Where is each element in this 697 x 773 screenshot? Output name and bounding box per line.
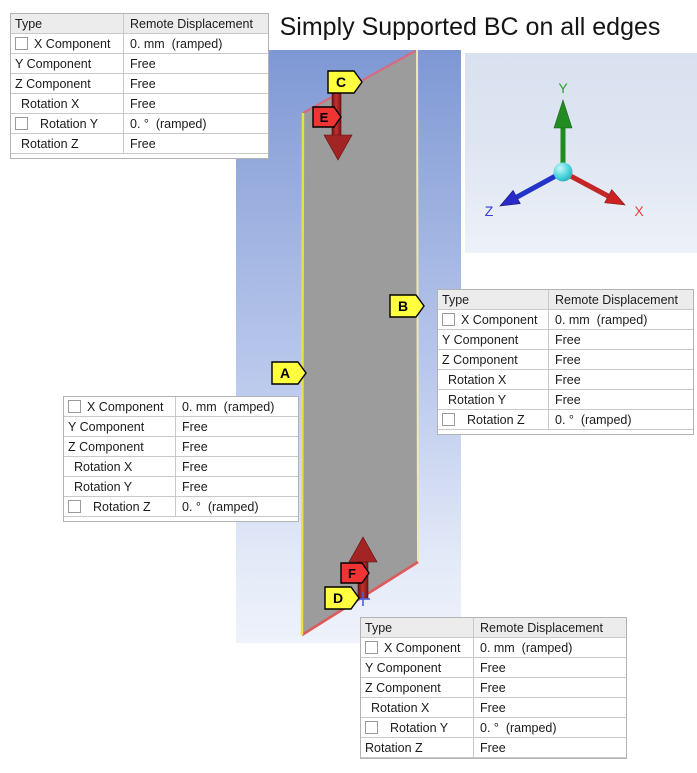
row-label: X Component bbox=[34, 36, 111, 51]
row-value: Remote Displacement bbox=[480, 620, 603, 635]
row-label: Type bbox=[365, 620, 393, 635]
row-label: Y Component bbox=[68, 419, 145, 434]
triad-x-label: X bbox=[634, 203, 644, 219]
table-row bbox=[64, 457, 298, 477]
row-label-cell bbox=[11, 114, 124, 133]
checkbox[interactable] bbox=[442, 413, 455, 426]
row-label: Type bbox=[15, 16, 43, 31]
edge-flag-d bbox=[325, 587, 359, 609]
checkbox[interactable] bbox=[365, 721, 378, 734]
row-label-cell bbox=[438, 350, 549, 369]
row-label-cell bbox=[438, 330, 549, 349]
row-label: Z Component bbox=[365, 680, 441, 695]
row-value: 0. ° (ramped) bbox=[480, 720, 557, 735]
row-label-cell bbox=[361, 638, 474, 657]
table-row bbox=[361, 658, 626, 678]
row-label: Rotation Z bbox=[365, 740, 423, 755]
table-row bbox=[11, 34, 268, 54]
row-label: Z Component bbox=[68, 439, 144, 454]
details-table-right bbox=[437, 289, 694, 435]
row-value: Free bbox=[555, 332, 581, 347]
row-value: Free bbox=[130, 96, 156, 111]
row-label: Z Component bbox=[15, 76, 91, 91]
checkbox[interactable] bbox=[15, 37, 28, 50]
row-value: Free bbox=[182, 479, 208, 494]
row-label-cell bbox=[11, 74, 124, 93]
table-row bbox=[438, 350, 693, 370]
table-row bbox=[64, 437, 298, 457]
row-value: Free bbox=[480, 700, 506, 715]
row-label-cell bbox=[11, 14, 124, 33]
checkbox[interactable] bbox=[365, 641, 378, 654]
table-row bbox=[361, 738, 626, 758]
row-label: Rotation Z bbox=[93, 499, 151, 514]
edge-flag-b bbox=[390, 295, 424, 317]
table-row bbox=[438, 390, 693, 410]
row-label-cell bbox=[361, 618, 474, 637]
row-value: 0. mm (ramped) bbox=[480, 640, 573, 655]
details-table-left bbox=[63, 396, 299, 522]
flag-e-letter: E bbox=[319, 110, 329, 125]
row-value: Free bbox=[480, 680, 506, 695]
row-value: Free bbox=[130, 56, 156, 71]
row-label: Rotation X bbox=[74, 459, 133, 474]
row-label-cell bbox=[361, 738, 474, 757]
row-label: X Component bbox=[461, 312, 538, 327]
flag-d-letter: D bbox=[332, 590, 344, 606]
table-row bbox=[438, 310, 693, 330]
row-value: Remote Displacement bbox=[130, 16, 253, 31]
table-row bbox=[438, 370, 693, 390]
row-value: Free bbox=[182, 459, 208, 474]
edge-flag-a bbox=[272, 362, 306, 384]
triad-x-axis[interactable] bbox=[565, 173, 625, 205]
table-row bbox=[438, 330, 693, 350]
page-title: Simply Supported BC on all edges bbox=[279, 13, 661, 41]
row-value: Free bbox=[130, 136, 156, 151]
row-label: Rotation Y bbox=[448, 392, 507, 407]
table-row bbox=[11, 114, 268, 134]
triad-z-axis[interactable] bbox=[500, 173, 561, 206]
row-label: Rotation X bbox=[371, 700, 430, 715]
table-row bbox=[64, 497, 298, 517]
row-value: 0. mm (ramped) bbox=[182, 399, 275, 414]
row-value: 0. ° (ramped) bbox=[130, 116, 207, 131]
row-label-cell bbox=[11, 34, 124, 53]
triad bbox=[465, 53, 697, 253]
edge-flag-e bbox=[313, 107, 341, 127]
checkbox[interactable] bbox=[68, 500, 81, 513]
row-label-cell bbox=[361, 698, 474, 717]
flag-b-letter: B bbox=[397, 298, 409, 314]
triad-y-label: Y bbox=[558, 80, 568, 96]
row-label: Y Component bbox=[442, 332, 519, 347]
table-row bbox=[64, 477, 298, 497]
row-label-cell bbox=[64, 457, 176, 476]
row-value: Free bbox=[182, 439, 208, 454]
row-label-cell bbox=[438, 390, 549, 409]
row-label: Rotation X bbox=[448, 372, 507, 387]
edge-flag-c bbox=[328, 71, 362, 93]
checkbox[interactable] bbox=[15, 117, 28, 130]
row-label-cell bbox=[361, 718, 474, 737]
row-label-cell bbox=[438, 310, 549, 329]
checkbox[interactable] bbox=[442, 313, 455, 326]
row-label-cell bbox=[438, 290, 549, 309]
table-row bbox=[361, 698, 626, 718]
row-label: Rotation X bbox=[21, 96, 80, 111]
row-value: 0. ° (ramped) bbox=[182, 499, 259, 514]
row-label: X Component bbox=[384, 640, 461, 655]
row-label: Y Component bbox=[15, 56, 92, 71]
row-label-cell bbox=[64, 477, 176, 496]
row-value: Free bbox=[182, 419, 208, 434]
table-row bbox=[11, 74, 268, 94]
row-value: Free bbox=[555, 372, 581, 387]
triad-y-axis[interactable] bbox=[554, 100, 572, 169]
row-label: Rotation Y bbox=[74, 479, 133, 494]
table-header-row bbox=[361, 618, 626, 638]
table-header-row bbox=[438, 290, 693, 310]
row-label-cell bbox=[64, 417, 176, 436]
row-label: X Component bbox=[87, 399, 164, 414]
table-row bbox=[11, 134, 268, 154]
flag-f-letter: F bbox=[348, 566, 356, 581]
table-row bbox=[361, 638, 626, 658]
table-row bbox=[64, 417, 298, 437]
row-value: Free bbox=[130, 76, 156, 91]
model-viewport[interactable] bbox=[236, 50, 461, 643]
row-value: Remote Displacement bbox=[555, 292, 678, 307]
row-label-cell bbox=[64, 397, 176, 416]
triad-z-label: Z bbox=[484, 203, 494, 219]
row-label: Y Component bbox=[365, 660, 442, 675]
row-label-cell bbox=[438, 410, 549, 429]
details-table-bottom bbox=[360, 617, 627, 759]
row-label-cell bbox=[64, 437, 176, 456]
row-value: 0. ° (ramped) bbox=[555, 412, 632, 427]
row-value: Free bbox=[555, 352, 581, 367]
row-label: Z Component bbox=[442, 352, 518, 367]
table-row bbox=[64, 397, 298, 417]
row-label: Type bbox=[442, 292, 470, 307]
checkbox[interactable] bbox=[68, 400, 81, 413]
row-label-cell bbox=[438, 370, 549, 389]
row-label: Rotation Z bbox=[21, 136, 79, 151]
table-row bbox=[11, 94, 268, 114]
flag-a-letter: A bbox=[279, 365, 291, 381]
row-label: Rotation Y bbox=[390, 720, 449, 735]
row-label-cell bbox=[11, 94, 124, 113]
triad-origin-sphere[interactable] bbox=[554, 163, 573, 182]
row-value: 0. mm (ramped) bbox=[555, 312, 648, 327]
row-label-cell bbox=[361, 678, 474, 697]
table-row bbox=[11, 54, 268, 74]
details-table-top-left bbox=[10, 13, 269, 159]
triad-panel bbox=[465, 53, 697, 253]
row-value: Free bbox=[480, 660, 506, 675]
flag-c-letter: C bbox=[335, 74, 347, 90]
row-label-cell bbox=[64, 497, 176, 516]
row-value: Free bbox=[555, 392, 581, 407]
plate-model bbox=[236, 50, 461, 643]
row-value: Free bbox=[480, 740, 506, 755]
row-label-cell bbox=[361, 658, 474, 677]
row-label-cell bbox=[11, 54, 124, 73]
row-label-cell bbox=[11, 134, 124, 153]
table-row bbox=[361, 678, 626, 698]
table-row bbox=[438, 410, 693, 430]
row-label: Rotation Z bbox=[467, 412, 525, 427]
edge-flag-f bbox=[341, 563, 369, 583]
table-row bbox=[361, 718, 626, 738]
row-label: Rotation Y bbox=[40, 116, 99, 131]
table-header-row bbox=[11, 14, 268, 34]
row-value: 0. mm (ramped) bbox=[130, 36, 223, 51]
